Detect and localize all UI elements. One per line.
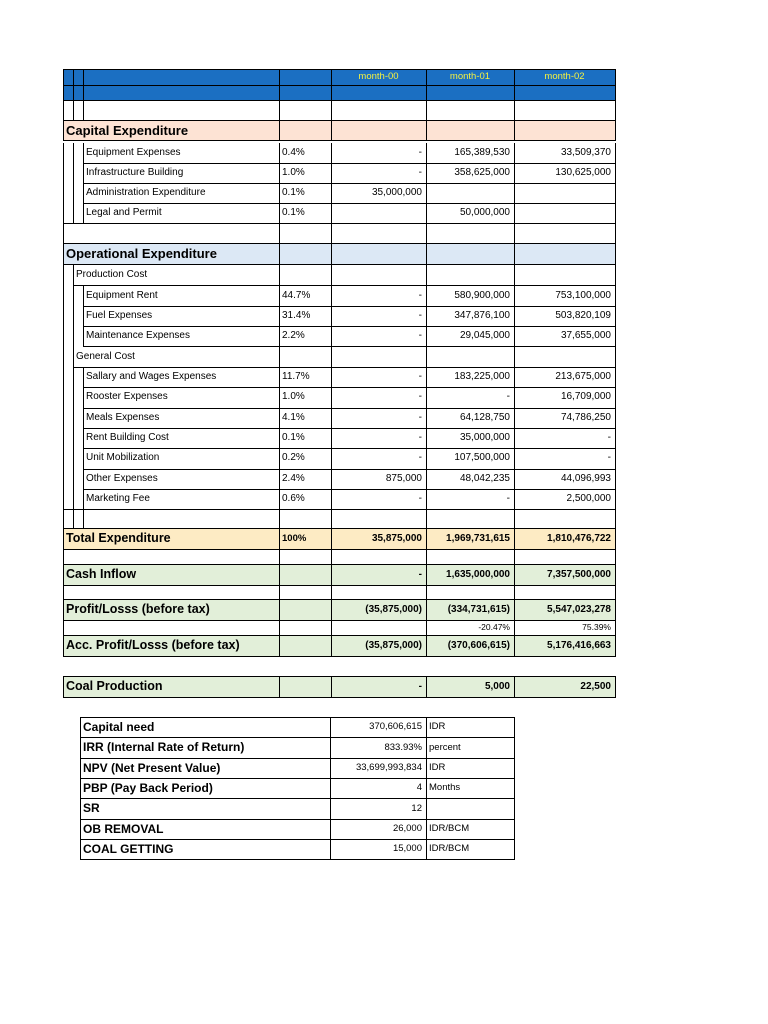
row-month-02: 753,100,000 — [555, 290, 611, 301]
grid-vline — [73, 100, 74, 121]
grid-vline — [615, 367, 616, 388]
grid-vline — [279, 509, 280, 529]
summary-unit — [426, 798, 514, 818]
row-percent: 1.0% — [282, 167, 305, 178]
month-header-2: month-02 — [544, 71, 585, 83]
row-month-00: - — [418, 147, 422, 158]
grid-vline — [73, 387, 74, 408]
grid-vline — [331, 120, 332, 141]
grid-vline — [63, 585, 64, 600]
row-month-02: 503,820,109 — [555, 310, 611, 321]
row-label: Meals Expenses — [86, 411, 160, 423]
row-percent: 0.1% — [282, 432, 305, 444]
summary-value: 370,606,615 — [369, 721, 422, 733]
row-month-02: - — [607, 452, 611, 464]
grid-vline — [63, 509, 64, 529]
row-label: Sallary and Wages Expenses — [86, 371, 217, 383]
cash-inflow-month-00: - — [418, 568, 422, 580]
row-label: Legal and Permit — [86, 207, 162, 218]
coal-production-title: Coal Production — [66, 679, 163, 694]
row-month-01: 165,389,530 — [454, 147, 510, 158]
grid-vline — [331, 100, 332, 121]
row-month-02: 2,500,000 — [566, 492, 611, 504]
coal-month-00: - — [418, 680, 422, 692]
grid-hline — [63, 140, 616, 141]
grid-vline — [63, 183, 64, 204]
grid-vline — [63, 367, 64, 388]
grid-vline — [63, 223, 64, 244]
row-month-01: 183,225,000 — [454, 371, 510, 383]
row-percent: 0.2% — [282, 452, 305, 464]
grid-vline — [63, 100, 64, 121]
summary-unit: IDR — [429, 721, 446, 733]
row-month-01: - — [506, 391, 510, 403]
grid-vline — [73, 489, 74, 510]
row-month-01: 358,625,000 — [454, 167, 510, 178]
grid-hline — [63, 697, 616, 698]
grid-vline — [73, 163, 74, 184]
total-expenditure-title: Total Expenditure — [66, 531, 171, 546]
grid-vline — [73, 469, 74, 490]
summary-value: 33,699,993,834 — [355, 761, 422, 773]
grid-vline — [615, 143, 616, 164]
total-percent: 100% — [282, 532, 307, 544]
row-month-01: 347,876,100 — [454, 310, 510, 321]
row-month-02: 213,675,000 — [555, 371, 611, 383]
grid-vline — [514, 585, 515, 600]
row-month-02: - — [607, 432, 611, 444]
row-month-02: 33,509,370 — [560, 147, 611, 158]
grid-vline — [73, 143, 74, 164]
grid-vline — [514, 243, 515, 265]
coal-month-02: 22,500 — [580, 680, 611, 692]
grid-vline — [615, 387, 616, 408]
grid-vline — [63, 448, 64, 469]
grid-vline — [63, 346, 64, 368]
grid-vline — [331, 509, 332, 529]
grid-vline — [615, 564, 616, 586]
row-month-01: 107,500,000 — [454, 452, 510, 464]
grid-hline — [63, 585, 616, 586]
profit-month-02: 5,547,023,278 — [547, 603, 611, 615]
grid-vline — [615, 286, 616, 307]
row-month-00 — [331, 203, 426, 223]
grid-vline — [279, 100, 280, 121]
row-month-02: 130,625,000 — [555, 167, 611, 178]
summary-unit: Months — [429, 782, 461, 794]
summary-unit: IDR/BCM — [429, 843, 470, 855]
summary-label: NPV (Net Present Value) — [83, 760, 221, 775]
grid-vline — [73, 326, 74, 347]
grid-vline — [331, 620, 332, 636]
summary-grid-vline — [514, 737, 515, 759]
row-percent: 2.2% — [282, 330, 305, 341]
profit-percent-month-02: 75.39% — [582, 622, 611, 633]
row-label: Equipment Expenses — [86, 147, 181, 158]
grid-vline — [63, 408, 64, 429]
grid-vline — [615, 306, 616, 327]
grid-vline — [615, 69, 616, 101]
grid-vline — [514, 264, 515, 286]
grid-vline — [426, 100, 427, 121]
profit-title: Profit/Losss (before tax) — [66, 602, 210, 617]
summary-label: OB REMOVAL — [83, 821, 164, 836]
grid-vline — [615, 243, 616, 265]
grid-vline — [63, 286, 64, 307]
grid-hline — [63, 223, 616, 224]
grid-vline — [615, 489, 616, 510]
grid-vline — [426, 120, 427, 141]
grid-vline — [279, 120, 280, 141]
grid-vline — [615, 346, 616, 368]
row-month-00: - — [418, 492, 422, 504]
grid-vline — [331, 346, 332, 368]
grid-vline — [615, 163, 616, 184]
grid-vline — [331, 264, 332, 286]
row-label: Rooster Expenses — [86, 391, 168, 403]
acc-profit-month-01: (370,606,615) — [447, 639, 510, 651]
row-label: Equipment Rent — [86, 290, 158, 301]
row-label: Marketing Fee — [86, 492, 150, 504]
grid-vline — [73, 448, 74, 469]
grid-vline — [426, 585, 427, 600]
grid-hline — [63, 509, 616, 510]
grid-vline — [279, 346, 280, 368]
grid-vline — [615, 635, 616, 657]
summary-label: PBP (Pay Back Period) — [83, 781, 213, 796]
grid-vline — [615, 223, 616, 244]
grid-vline — [279, 620, 280, 636]
grid-vline — [63, 143, 64, 164]
summary-grid-vline — [514, 839, 515, 860]
row-month-00: - — [418, 290, 422, 301]
grid-hline — [63, 85, 616, 86]
row-month-01 — [426, 183, 514, 203]
cash-inflow-title: Cash Inflow — [66, 567, 137, 582]
coal-month-01: 5,000 — [484, 680, 510, 692]
grid-vline — [331, 585, 332, 600]
capital-expenditure-title: Capital Expenditure — [66, 122, 189, 138]
grid-vline — [514, 549, 515, 565]
summary-value: 12 — [411, 802, 422, 814]
row-month-00: - — [418, 330, 422, 341]
row-label: Fuel Expenses — [86, 310, 153, 321]
row-month-00: - — [418, 167, 422, 178]
grid-vline — [615, 326, 616, 347]
summary-label: IRR (Internal Rate of Return) — [83, 740, 245, 755]
summary-unit: percent — [429, 741, 461, 753]
row-label: Maintenance Expenses — [86, 330, 190, 341]
grid-vline — [73, 69, 74, 101]
summary-label: COAL GETTING — [83, 841, 174, 856]
grid-vline — [331, 243, 332, 265]
grid-vline — [514, 346, 515, 368]
month-header-0: month-00 — [358, 71, 399, 83]
summary-label: Capital need — [83, 720, 155, 735]
summary-grid-vline — [514, 758, 515, 779]
grid-vline — [63, 326, 64, 347]
grid-vline — [331, 549, 332, 565]
grid-vline — [73, 408, 74, 429]
row-month-00: - — [418, 432, 422, 444]
month-header-1: month-01 — [449, 71, 491, 83]
summary-grid-vline — [514, 717, 515, 738]
grid-vline — [83, 100, 84, 121]
row-percent: 0.1% — [282, 207, 305, 218]
grid-vline — [615, 620, 616, 636]
profit-percent-month-01: -20.47% — [478, 622, 510, 633]
production-cost-label: Production Cost — [76, 268, 148, 280]
operational-expenditure-title: Operational Expenditure — [66, 246, 217, 261]
row-month-02 — [514, 203, 615, 223]
row-label: Other Expenses — [86, 472, 158, 484]
grid-vline — [615, 408, 616, 429]
summary-grid-vline — [514, 798, 515, 820]
grid-vline — [63, 428, 64, 449]
row-percent: 0.1% — [282, 187, 305, 198]
summary-grid-hline — [80, 859, 515, 860]
acc-profit-title: Acc. Profit/Losss (before tax) — [66, 638, 240, 653]
row-label: Infrastructure Building — [86, 167, 184, 178]
summary-value: 4 — [416, 782, 422, 794]
grid-vline — [426, 549, 427, 565]
grid-vline — [73, 183, 74, 204]
profit-month-01: (334,731,615) — [447, 603, 510, 615]
grid-vline — [615, 585, 616, 600]
grid-vline — [73, 367, 74, 388]
grid-vline — [615, 203, 616, 224]
grid-vline — [426, 223, 427, 244]
grid-vline — [279, 264, 280, 286]
grid-vline — [426, 243, 427, 265]
row-month-00: 875,000 — [385, 472, 422, 484]
summary-unit: IDR — [429, 761, 446, 773]
grid-vline — [514, 100, 515, 121]
profit-month-00: (35,875,000) — [365, 603, 422, 615]
grid-vline — [426, 346, 427, 368]
grid-vline — [63, 469, 64, 490]
grid-vline — [279, 549, 280, 565]
grid-vline — [514, 120, 515, 141]
grid-vline — [63, 69, 64, 101]
grid-vline — [63, 264, 64, 286]
grid-hline — [63, 100, 616, 101]
row-month-02: 74,786,250 — [560, 411, 611, 423]
grid-vline — [615, 428, 616, 449]
grid-vline — [73, 203, 74, 224]
grid-vline — [63, 203, 64, 224]
row-label: Rent Building Cost — [86, 432, 169, 444]
grid-vline — [615, 264, 616, 286]
summary-grid-vline — [514, 778, 515, 799]
row-percent: 2.4% — [282, 472, 305, 484]
row-month-01: 29,045,000 — [459, 330, 510, 341]
grid-vline — [426, 509, 427, 529]
total-month-02: 1,810,476,722 — [547, 532, 611, 544]
row-month-02: 37,655,000 — [560, 330, 611, 341]
row-month-01: - — [506, 492, 510, 504]
grid-vline — [615, 448, 616, 469]
total-month-01: 1,969,731,615 — [446, 532, 510, 544]
grid-vline — [279, 585, 280, 600]
row-month-00: - — [418, 411, 422, 423]
general-cost-label: General Cost — [76, 350, 135, 362]
grid-vline — [63, 620, 64, 636]
row-label: Unit Mobilization — [86, 452, 160, 464]
summary-value: 26,000 — [392, 822, 422, 834]
row-month-00: - — [418, 391, 422, 403]
cash-inflow-month-02: 7,357,500,000 — [547, 568, 611, 580]
summary-value: 15,000 — [392, 843, 422, 855]
row-percent: 4.1% — [282, 411, 305, 423]
row-percent: 31.4% — [282, 310, 311, 321]
row-month-00: - — [418, 310, 422, 321]
grid-vline — [63, 549, 64, 565]
cash-inflow-month-01: 1,635,000,000 — [446, 568, 510, 580]
grid-vline — [279, 69, 280, 101]
grid-vline — [615, 509, 616, 529]
grid-vline — [615, 676, 616, 698]
grid-vline — [279, 564, 280, 586]
row-month-00: - — [418, 371, 422, 383]
grid-vline — [83, 69, 84, 101]
row-percent: 44.7% — [282, 290, 311, 301]
grid-vline — [73, 428, 74, 449]
grid-vline — [279, 599, 280, 621]
row-month-01: 64,128,750 — [459, 411, 510, 423]
grid-vline — [279, 676, 280, 698]
row-month-02 — [514, 183, 615, 203]
summary-grid-vline — [514, 819, 515, 840]
grid-vline — [63, 489, 64, 510]
row-label: Administration Expenditure — [86, 187, 206, 198]
grid-vline — [514, 223, 515, 244]
summary-value: 833.93% — [384, 741, 422, 753]
row-percent: 0.6% — [282, 492, 305, 504]
row-month-02: 44,096,993 — [560, 472, 611, 484]
grid-hline — [63, 656, 616, 657]
row-month-01: 580,900,000 — [454, 290, 510, 301]
summary-label: SR — [83, 801, 100, 816]
grid-vline — [73, 509, 74, 529]
grid-vline — [615, 183, 616, 204]
total-month-00: 35,875,000 — [371, 532, 422, 544]
grid-vline — [63, 387, 64, 408]
row-month-01: 48,042,235 — [459, 472, 510, 484]
row-month-01: 35,000,000 — [459, 432, 510, 444]
row-month-00: 35,000,000 — [371, 187, 422, 198]
row-month-02: 16,709,000 — [560, 391, 611, 403]
grid-vline — [615, 469, 616, 490]
grid-vline — [615, 599, 616, 621]
row-month-01: 50,000,000 — [459, 207, 510, 218]
grid-vline — [279, 223, 280, 244]
acc-profit-month-02: 5,176,416,663 — [547, 639, 611, 651]
grid-vline — [615, 120, 616, 141]
grid-vline — [426, 264, 427, 286]
row-percent: 11.7% — [282, 371, 310, 383]
grid-vline — [63, 163, 64, 184]
grid-vline — [514, 509, 515, 529]
grid-vline — [73, 286, 74, 307]
grid-vline — [615, 100, 616, 121]
grid-vline — [73, 306, 74, 327]
row-month-00: - — [418, 452, 422, 464]
grid-vline — [83, 509, 84, 529]
grid-vline — [615, 528, 616, 550]
grid-hline — [63, 549, 616, 550]
grid-vline — [615, 549, 616, 565]
grid-vline — [63, 306, 64, 327]
grid-vline — [279, 635, 280, 657]
row-percent: 1.0% — [282, 391, 305, 403]
summary-unit: IDR/BCM — [429, 822, 470, 834]
acc-profit-month-00: (35,875,000) — [365, 639, 422, 651]
row-percent: 0.4% — [282, 147, 305, 158]
grid-vline — [331, 223, 332, 244]
grid-vline — [279, 243, 280, 265]
